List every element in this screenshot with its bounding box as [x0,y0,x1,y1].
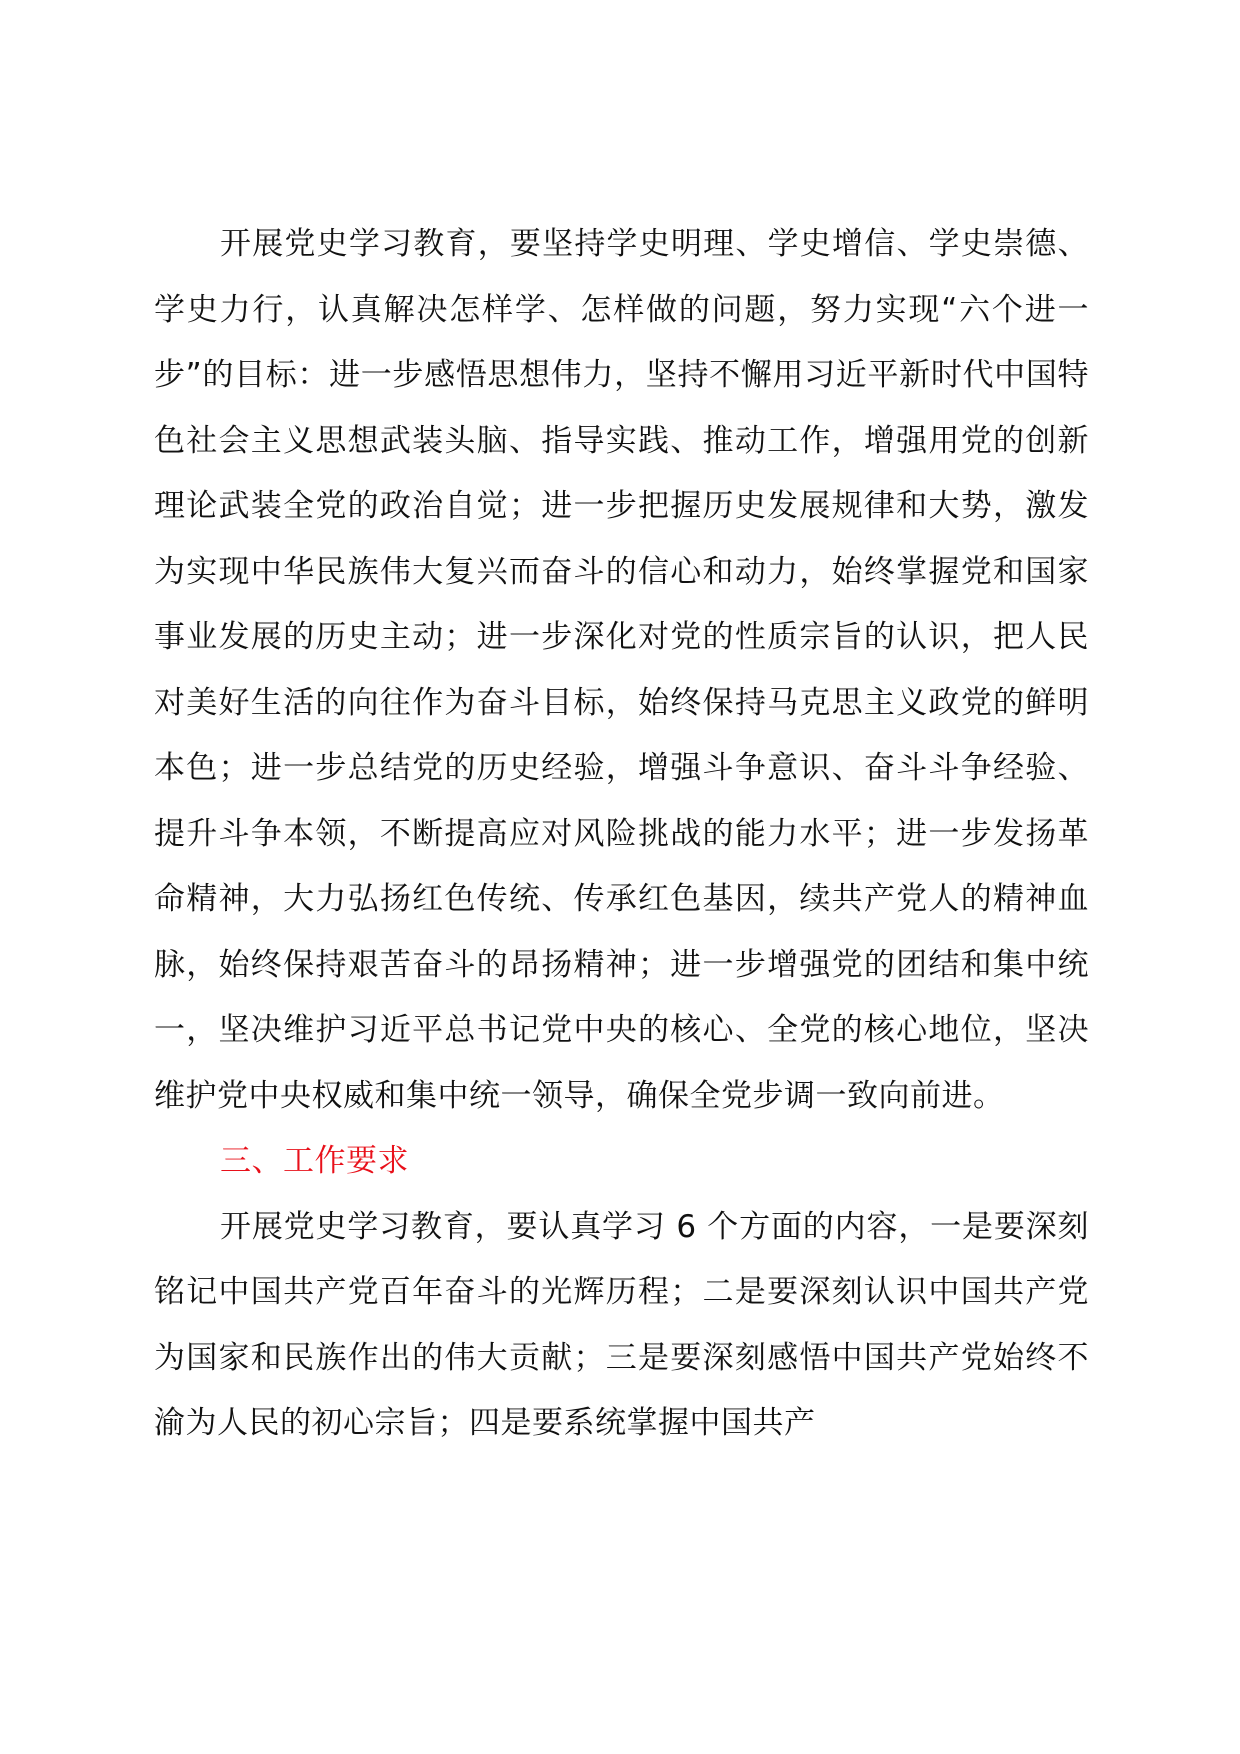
paragraph-study-content: 开展党史学习教育，要认真学习 6 个方面的内容，一是要深刻铭记中国共产党百年奋斗的光辉历程；二是要深刻认识中国共产党为国家和民族作出的伟大贡献；三是要深刻感悟中国共产党始终不渝为人民的初心宗旨；四是要系统掌握中国共产 [154,1208,1089,1441]
section-heading-work-requirements: 三、工作要求 [220,1143,409,1179]
document-body [154,212,1089,1457]
paragraph-goals: 开展党史学习教育，要坚持学史明理、学史增信、学史崇德、学史力行，认真解决怎样学、怎样做的问题，努力实现“六个进一步”的目标：进一步感悟思想伟力，坚持不懈用习近平新时代中国特色社会主义思想武装头脑、指导实践、推动工作，增强用党的创新理论武装全党的政治自觉；进一步把握历史发展规律和大势，激发为实现中华民族伟大复兴而奋斗的信心和动力，始终掌握党和国家事业发展的历史主动；进一步深化对党的性质宗旨的认识，把人民对美好生活的向往作为奋斗目标，始终保持马克思主义政党的鲜明本色；进一步总结党的历史经验，增强斗争意识、奋斗斗争经验、提升斗争本领，不断提高应对风险挑战的能力水平；进一步发扬革命精神，大力弘扬红色传统、传承红色基因，续共产党人的精神血脉，始终保持艰苦奋斗的昂扬精神；进一步增强党的团结和集中统一，坚决维护习近平总书记党中央的核心、全党的核心地位，坚决维护党中央权威和集中统一领导，确保全党步调一致向前进。 [154,226,1089,1114]
